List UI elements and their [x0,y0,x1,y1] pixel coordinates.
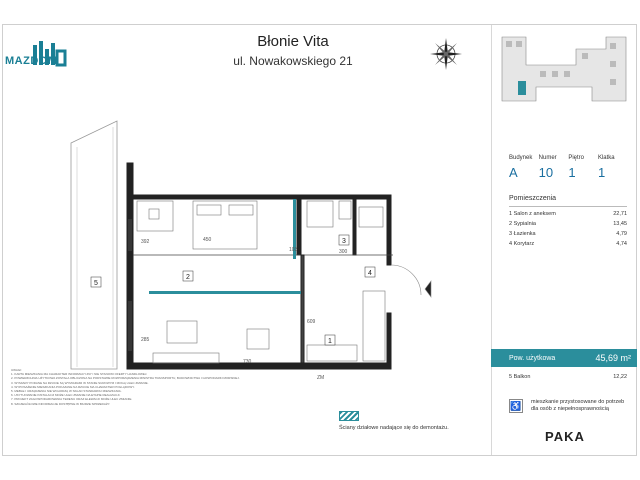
room-area: 22,71 [613,211,627,217]
meta-value-staircase: 1 [597,165,606,180]
svg-text:609: 609 [307,319,316,325]
balcony-area: 12,22 [613,374,627,380]
svg-text:392: 392 [141,239,150,245]
unit-meta-values [509,165,627,180]
room-row [509,231,627,237]
meta-value-number: 10 [538,165,554,180]
room-area: 4,74 [616,241,627,247]
note-line: UWAGI: [11,368,22,372]
room-area: 4,79 [616,231,627,237]
room-row [509,221,627,227]
room-row [509,241,627,247]
meta-value-floor: 1 [568,165,576,180]
usable-area-label: Pow. użytkowa [509,354,556,362]
demountable-wall [149,291,301,294]
room-name: 2 Sypialnia [509,221,536,227]
room-label-2: 2 [186,274,190,281]
meta-label-staircase: Klatka [597,155,615,161]
legend-text: Ściany działowe nadające się do demontażu. [339,425,449,431]
room-label-5: 5 [94,280,98,287]
room-label-1: 1 [328,338,332,345]
note-line: 4. WYPOSAŻENIE MIESZKANIA POKAZANE NA RZUCIE MA CHARAKTER POGLĄDOWY. [11,384,135,389]
note-line: 7. PROJEKT ZAGOSPODAROWANIA TERENU ORAZ ELEWACJI MOŻE ULEC ZMIANIE. [11,397,133,402]
balcony [71,121,117,369]
svg-text:ZM: ZM [317,375,325,381]
building-keyplan-icon [496,31,632,107]
note-line: 3. WYMIARY PODANE NA RZUCIE SĄ WYMIARAMI W STANIE SUROWYM I MOGĄ ULEC ZMIANIE. [11,380,149,385]
logo-text: MAZDOM [5,55,58,67]
meta-value-building: A [509,165,518,180]
floor-plan-sheet [2,24,637,456]
room-label-4: 4 [368,270,372,277]
accessibility-icon: ♿ [510,401,522,411]
meta-label-building: Budynek [509,155,533,161]
note-line: 1. KARTA MIESZKANIA MA CHARAKTER INFORMACYJNY I NIE STANOWI OFERTY HANDLOWEJ. [11,372,148,377]
svg-text:730: 730 [243,359,252,365]
disclaimer-notes [11,368,331,406]
dimension-labels [141,237,348,381]
room-name: 1 Salon z aneksem [509,211,556,217]
meta-label-number: Numer [538,155,557,161]
furniture [137,201,385,363]
room-labels [91,235,375,345]
floor-plan [63,101,433,381]
note-line: 8. SZCZEGÓŁOWE INFORMACJE DOSTĘPNE W BIURZE SPRZEDAŻY. [11,401,111,406]
meta-label-floor: Piętro [568,155,584,161]
note-line: 2. POWIERZCHNIA UŻYTKOWA ZOSTAŁA OBLICZONA NA PODSTAWIE ROZPORZĄDZENIA MINISTRA TRANSPORTU, BUDOWNICTWA I GOSPODARKI MORSKIEJ. [11,376,240,381]
balcony-row [509,374,627,380]
room-label-3: 3 [342,238,346,245]
note-line: 6. USYTUOWANIE INSTALACJI MOŻE ULEC ZMIANIE NA ETAPIE REALIZACJI. [11,393,121,398]
page-title: Błonie Vita [257,33,329,50]
unit-meta-labels [509,155,627,161]
accessibility-note: mieszkanie przystosowane do potrzeb dla osób z niepełnosprawnością [531,399,625,412]
rooms-divider [509,206,627,207]
compass-icon [429,37,463,71]
svg-text:103: 103 [289,247,298,253]
address: ul. Nowakowskiego 21 [233,54,353,68]
legend-swatch [339,411,359,421]
svg-text:285: 285 [141,337,150,343]
usable-area-value: 45,69 m² [595,353,631,363]
rooms-heading: Pomieszczenia [509,195,557,202]
note-line: 5. MEBLE I URZĄDZENIA NIE WCHODZĄ W SKŁAD STANDARDU MIESZKANIA. [11,389,122,394]
room-row [509,211,627,217]
usable-area-bar [491,349,637,367]
room-name: 3 Łazienka [509,231,536,237]
svg-text:300: 300 [339,249,348,255]
room-area: 13,45 [613,221,627,227]
svg-text:450: 450 [203,237,212,243]
balcony-name: 5 Balkon [509,374,531,380]
room-name: 4 Korytarz [509,241,535,247]
brand-logo: PAKA [545,429,585,444]
panel-divider [491,25,492,455]
entrance-door [391,265,431,297]
